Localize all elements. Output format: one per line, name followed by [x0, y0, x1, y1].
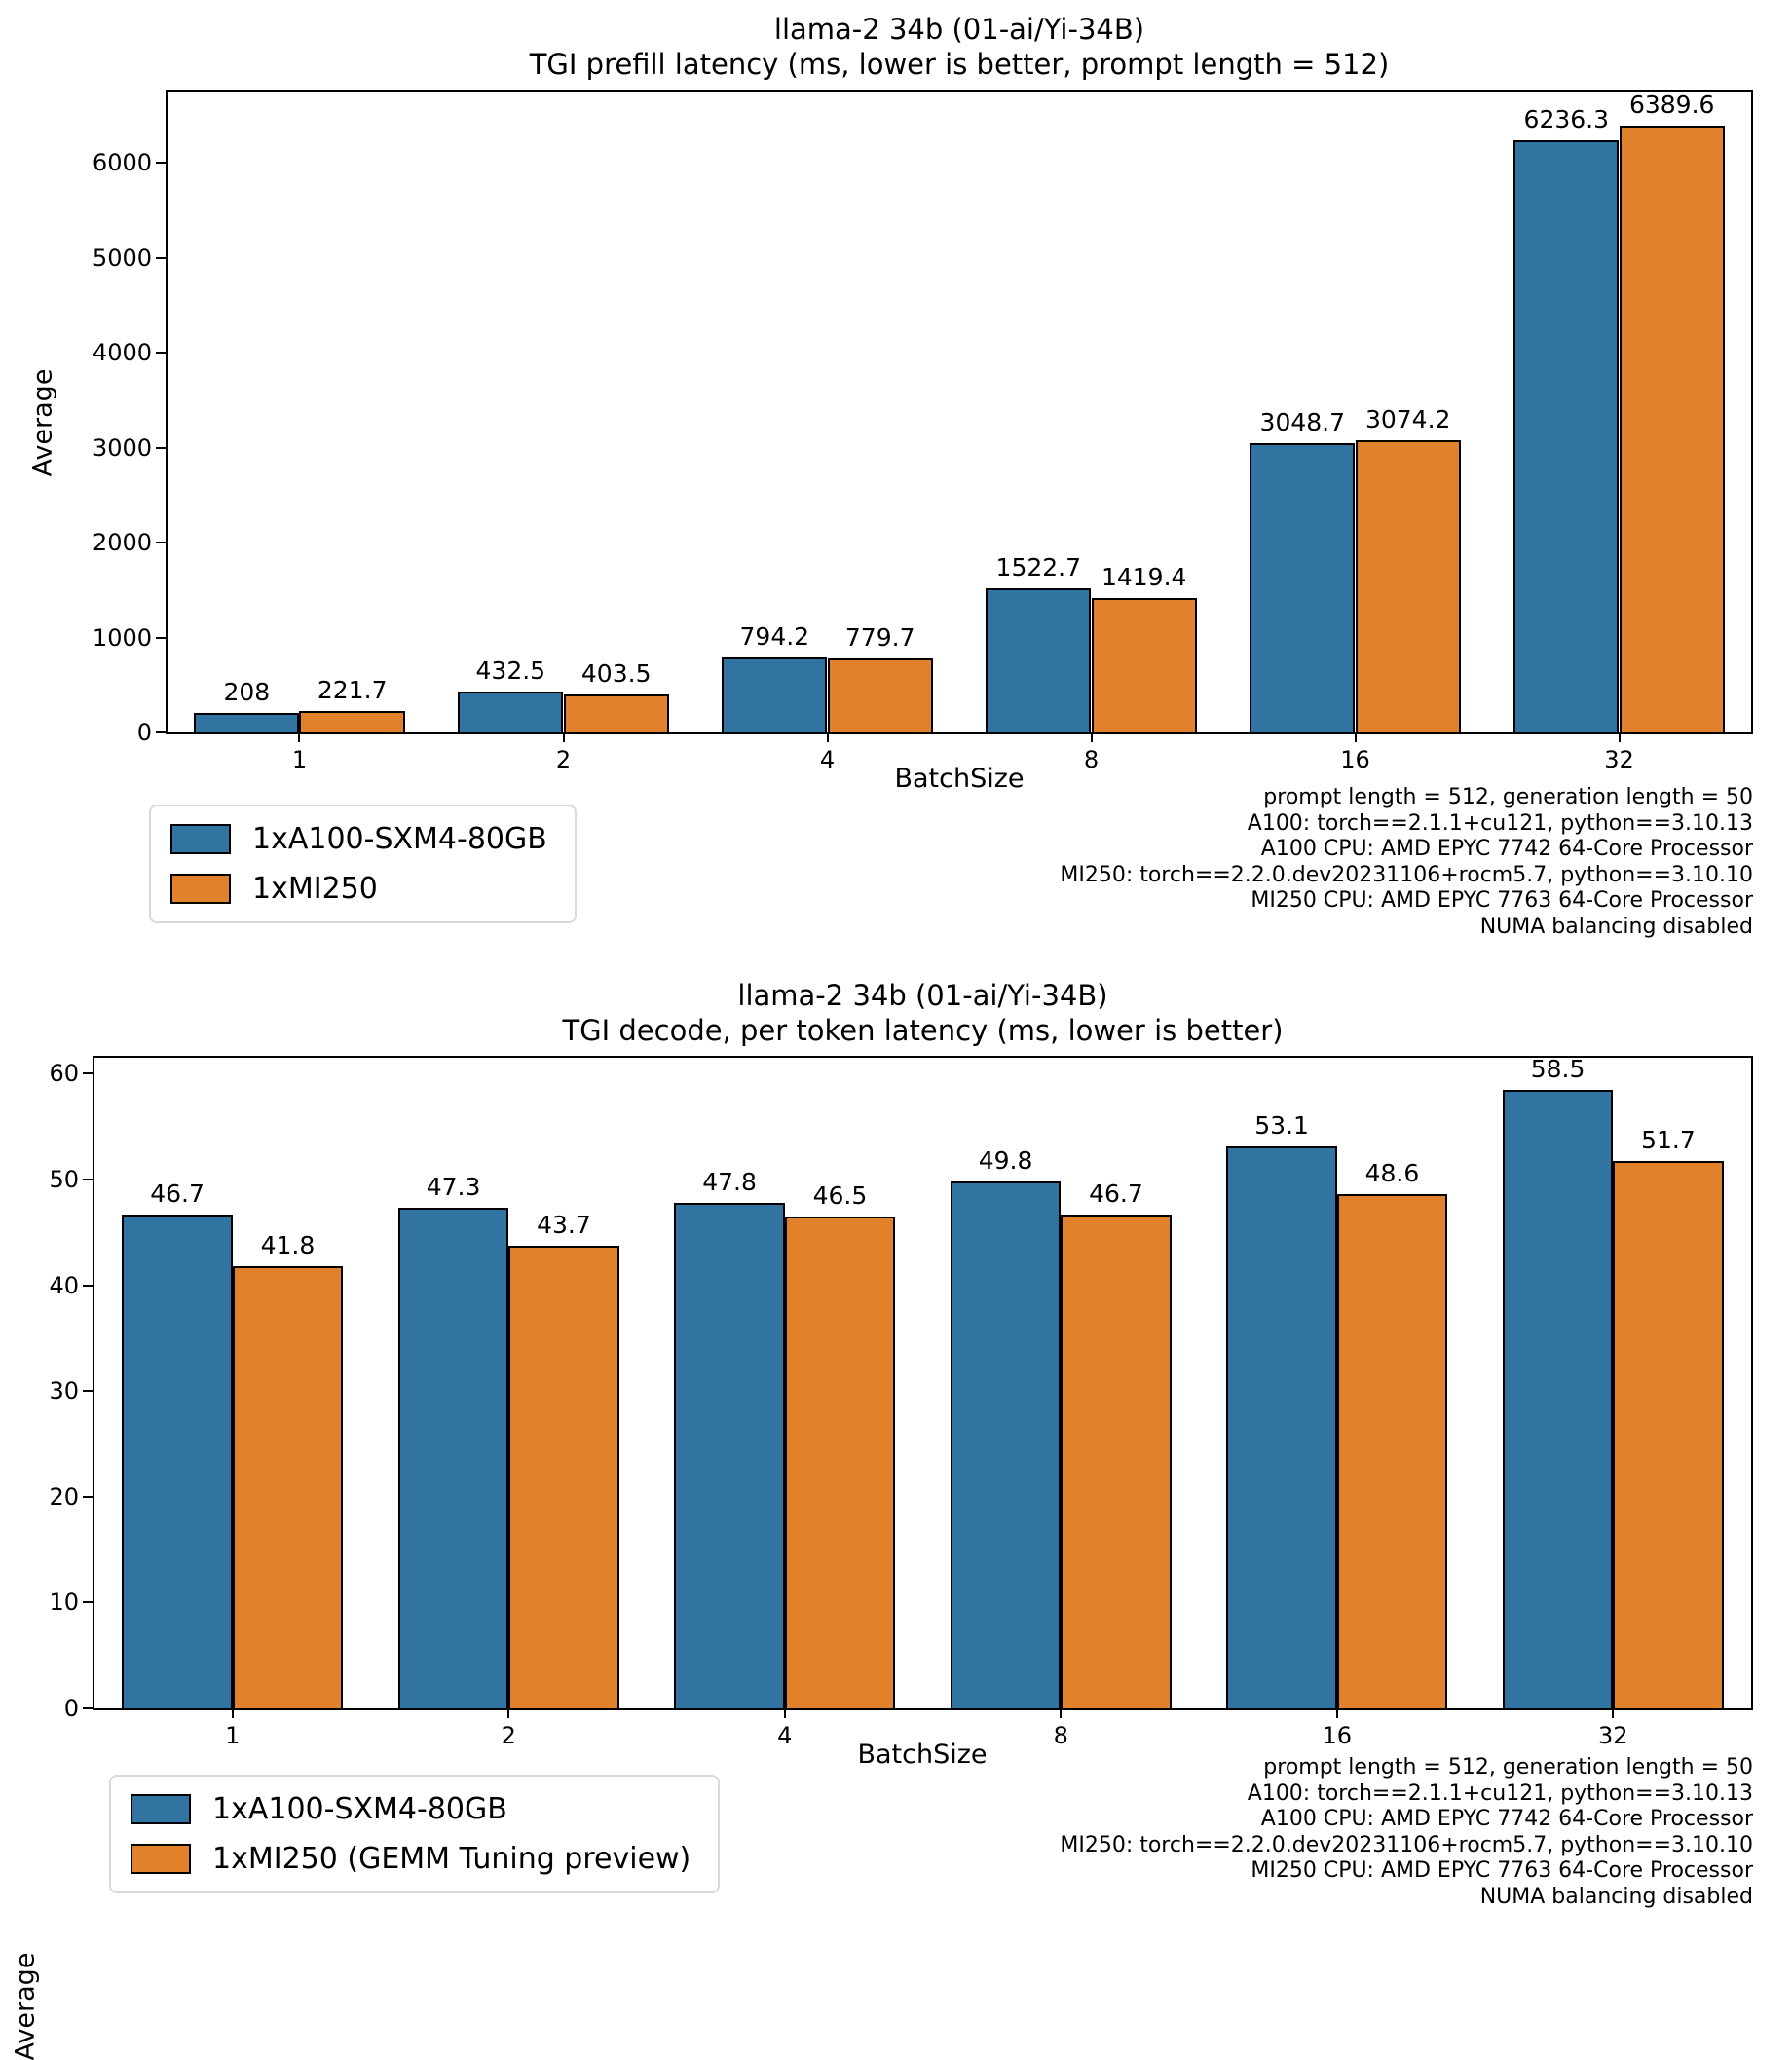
annotation-line: NUMA balancing disabled	[1479, 914, 1753, 939]
legend-label: 1xA100-SXM4-80GB	[252, 822, 547, 856]
bar-series-0-batch-32	[1503, 1090, 1613, 1708]
x-tick-label: 2	[501, 1722, 516, 1749]
y-tick-mark	[83, 1601, 93, 1603]
chart-subtitle: TGI decode, per token latency (ms, lower is better)	[562, 1014, 1284, 1047]
chart-title-block	[93, 978, 1753, 1048]
bar-value-label: 208	[223, 677, 271, 706]
legend	[109, 1775, 720, 1893]
bar-value-label: 46.7	[1089, 1179, 1143, 1208]
y-tick-label: 3000	[92, 433, 152, 462]
annotation-line: prompt length = 512, generation length = 50	[1263, 785, 1753, 809]
bar-value-label: 48.6	[1364, 1159, 1420, 1188]
prefill-latency-chart	[0, 0, 1792, 968]
bar-value-label: 1419.4	[1101, 562, 1187, 591]
chart-footer	[0, 734, 1792, 968]
bar-value-label: 794.2	[739, 621, 810, 651]
y-tick-mark	[83, 1072, 93, 1074]
plot-area	[49, 1054, 1751, 1749]
y-tick-mark	[83, 1707, 93, 1709]
y-tick-label: 30	[49, 1377, 79, 1405]
x-tick-label: 1	[225, 1722, 241, 1749]
legend	[149, 805, 577, 923]
bar-series-0-batch-32	[1513, 140, 1619, 732]
annotation-line: A100 CPU: AMD EPYC 7742 64-Core Processor	[1260, 1807, 1753, 1831]
bar-series-0-batch-1	[122, 1215, 232, 1708]
y-tick-mark	[156, 447, 166, 449]
x-axis-label: BatchSize	[857, 1740, 988, 1770]
annotation-block	[1060, 785, 1753, 940]
annotation-block	[1060, 1755, 1753, 1910]
y-tick-label: 5000	[92, 243, 152, 272]
legend-swatch	[131, 1794, 191, 1824]
annotation-line: A100: torch==2.1.1+cu121, python==3.10.13	[1247, 1780, 1753, 1806]
y-tick-label: 50	[49, 1165, 79, 1193]
x-tick-label: 4	[819, 746, 836, 773]
y-tick-mark	[156, 542, 166, 543]
bar-series-1-batch-4	[828, 658, 933, 732]
bar-value-label: 403.5	[580, 658, 652, 688]
bar-series-1-batch-16	[1337, 1194, 1447, 1708]
chart-footer	[0, 1710, 1792, 1959]
annotation-line: A100: torch==2.1.1+cu121, python==3.10.13	[1247, 810, 1753, 836]
y-tick-label: 6000	[92, 149, 152, 177]
legend-swatch	[170, 874, 231, 904]
bar-value-label: 779.7	[844, 623, 915, 652]
y-axis-label: Average	[10, 1952, 41, 2060]
chart-title: llama-2 34b (01-ai/Yi-34B)	[773, 13, 1145, 46]
bar-value-label: 46.5	[812, 1180, 868, 1210]
chart-title-block	[166, 12, 1753, 82]
y-tick-mark	[83, 1390, 93, 1392]
x-tick-label: 8	[1083, 746, 1100, 773]
bar-series-0-batch-1	[194, 713, 299, 732]
x-tick-label: 1	[291, 746, 308, 773]
y-tick-mark	[156, 257, 166, 259]
bar-series-1-batch-4	[785, 1217, 895, 1708]
bar-value-label: 47.3	[426, 1173, 481, 1202]
bar-value-label: 47.8	[702, 1167, 757, 1196]
x-tick-label: 2	[555, 746, 572, 773]
bar-series-0-batch-8	[951, 1181, 1061, 1708]
bar-value-label: 41.8	[260, 1230, 316, 1259]
bar-value-label: 432.5	[475, 655, 546, 685]
annotation-line: MI250: torch==2.2.0.dev20231106+rocm5.7, python==3.10.10	[1060, 1832, 1753, 1857]
y-tick-label: 0	[136, 719, 152, 746]
bar-series-0-batch-4	[722, 657, 827, 732]
plot-frame	[49, 1054, 1753, 1749]
bar-series-1-batch-16	[1356, 440, 1461, 732]
x-axis-label: BatchSize	[894, 764, 1025, 794]
plot-area	[92, 91, 1751, 773]
bar-series-1-batch-2	[564, 694, 669, 732]
legend-label: 1xA100-SXM4-80GB	[212, 1792, 507, 1826]
annotation-line: MI250: torch==2.2.0.dev20231106+rocm5.7, python==3.10.10	[1060, 862, 1753, 887]
bar-series-1-batch-1	[299, 711, 404, 732]
y-tick-mark	[83, 1285, 93, 1287]
bar-series-0-batch-16	[1226, 1146, 1336, 1708]
legend-item-1	[131, 1842, 691, 1876]
y-tick-mark	[156, 637, 166, 639]
legend-swatch	[131, 1844, 191, 1874]
x-tick-label: 32	[1604, 746, 1634, 773]
x-tick-label: 4	[777, 1722, 793, 1749]
y-tick-mark	[156, 352, 166, 354]
bar-value-label: 53.1	[1254, 1111, 1309, 1141]
y-tick-label: 2000	[92, 529, 152, 557]
bar-series-0-batch-8	[986, 588, 1091, 732]
bar-value-label: 3048.7	[1259, 407, 1346, 436]
bar-series-1-batch-8	[1092, 598, 1197, 732]
annotation-line: prompt length = 512, generation length = 50	[1263, 1755, 1753, 1779]
y-tick-label: 20	[49, 1482, 79, 1511]
bar-series-1-batch-1	[233, 1266, 343, 1708]
plot-frame	[92, 90, 1753, 773]
legend-label: 1xMI250	[252, 872, 378, 906]
annotation-line: MI250 CPU: AMD EPYC 7763 64-Core Processor	[1251, 1858, 1753, 1883]
bar-series-0-batch-2	[398, 1208, 508, 1708]
chart-title: llama-2 34b (01-ai/Yi-34B)	[737, 979, 1108, 1012]
bar-value-label: 43.7	[537, 1211, 591, 1240]
bar-value-label: 6389.6	[1628, 91, 1715, 120]
y-tick-mark	[83, 1179, 93, 1180]
bar-value-label: 49.8	[978, 1146, 1033, 1176]
bar-series-0-batch-2	[458, 692, 563, 732]
legend-item-1	[170, 872, 547, 906]
bar-value-label: 58.5	[1530, 1054, 1586, 1083]
bar-value-label: 46.7	[150, 1179, 205, 1208]
x-tick-label: 16	[1340, 746, 1370, 773]
legend-swatch	[170, 824, 231, 854]
x-tick-label: 8	[1053, 1722, 1068, 1749]
bar-series-1-batch-8	[1061, 1215, 1171, 1708]
y-tick-label: 60	[49, 1060, 79, 1088]
y-tick-mark	[156, 162, 166, 164]
bar-value-label: 3074.2	[1364, 405, 1451, 434]
annotation-line: NUMA balancing disabled	[1479, 1884, 1753, 1909]
bar-series-0-batch-16	[1250, 443, 1355, 732]
annotation-line: A100 CPU: AMD EPYC 7742 64-Core Processor	[1260, 837, 1753, 861]
y-tick-label: 0	[63, 1695, 79, 1722]
legend-item-0	[131, 1792, 691, 1826]
y-tick-label: 40	[49, 1271, 79, 1299]
y-tick-mark	[156, 731, 166, 733]
annotation-line: MI250 CPU: AMD EPYC 7763 64-Core Processor	[1251, 888, 1753, 913]
legend-label: 1xMI250 (GEMM Tuning preview)	[212, 1842, 691, 1876]
chart-subtitle: TGI prefill latency (ms, lower is better, prompt length = 512)	[529, 48, 1390, 81]
bar-value-label: 1522.7	[995, 552, 1082, 581]
bar-series-0-batch-4	[674, 1203, 784, 1708]
bar-series-1-batch-2	[508, 1246, 618, 1708]
bar-value-label: 221.7	[317, 676, 388, 705]
x-tick-label: 16	[1322, 1722, 1353, 1749]
y-tick-label: 10	[49, 1589, 79, 1617]
y-tick-label: 4000	[92, 339, 152, 367]
legend-item-0	[170, 822, 547, 856]
bar-series-1-batch-32	[1613, 1161, 1723, 1708]
y-tick-mark	[83, 1496, 93, 1498]
bar-value-label: 51.7	[1641, 1126, 1696, 1155]
y-axis-label: Average	[27, 368, 58, 477]
bar-value-label: 6236.3	[1523, 105, 1610, 134]
bar-series-1-batch-32	[1620, 126, 1725, 732]
x-tick-label: 32	[1597, 1722, 1628, 1749]
decode-latency-chart	[0, 968, 1792, 2060]
y-tick-label: 1000	[92, 623, 152, 652]
